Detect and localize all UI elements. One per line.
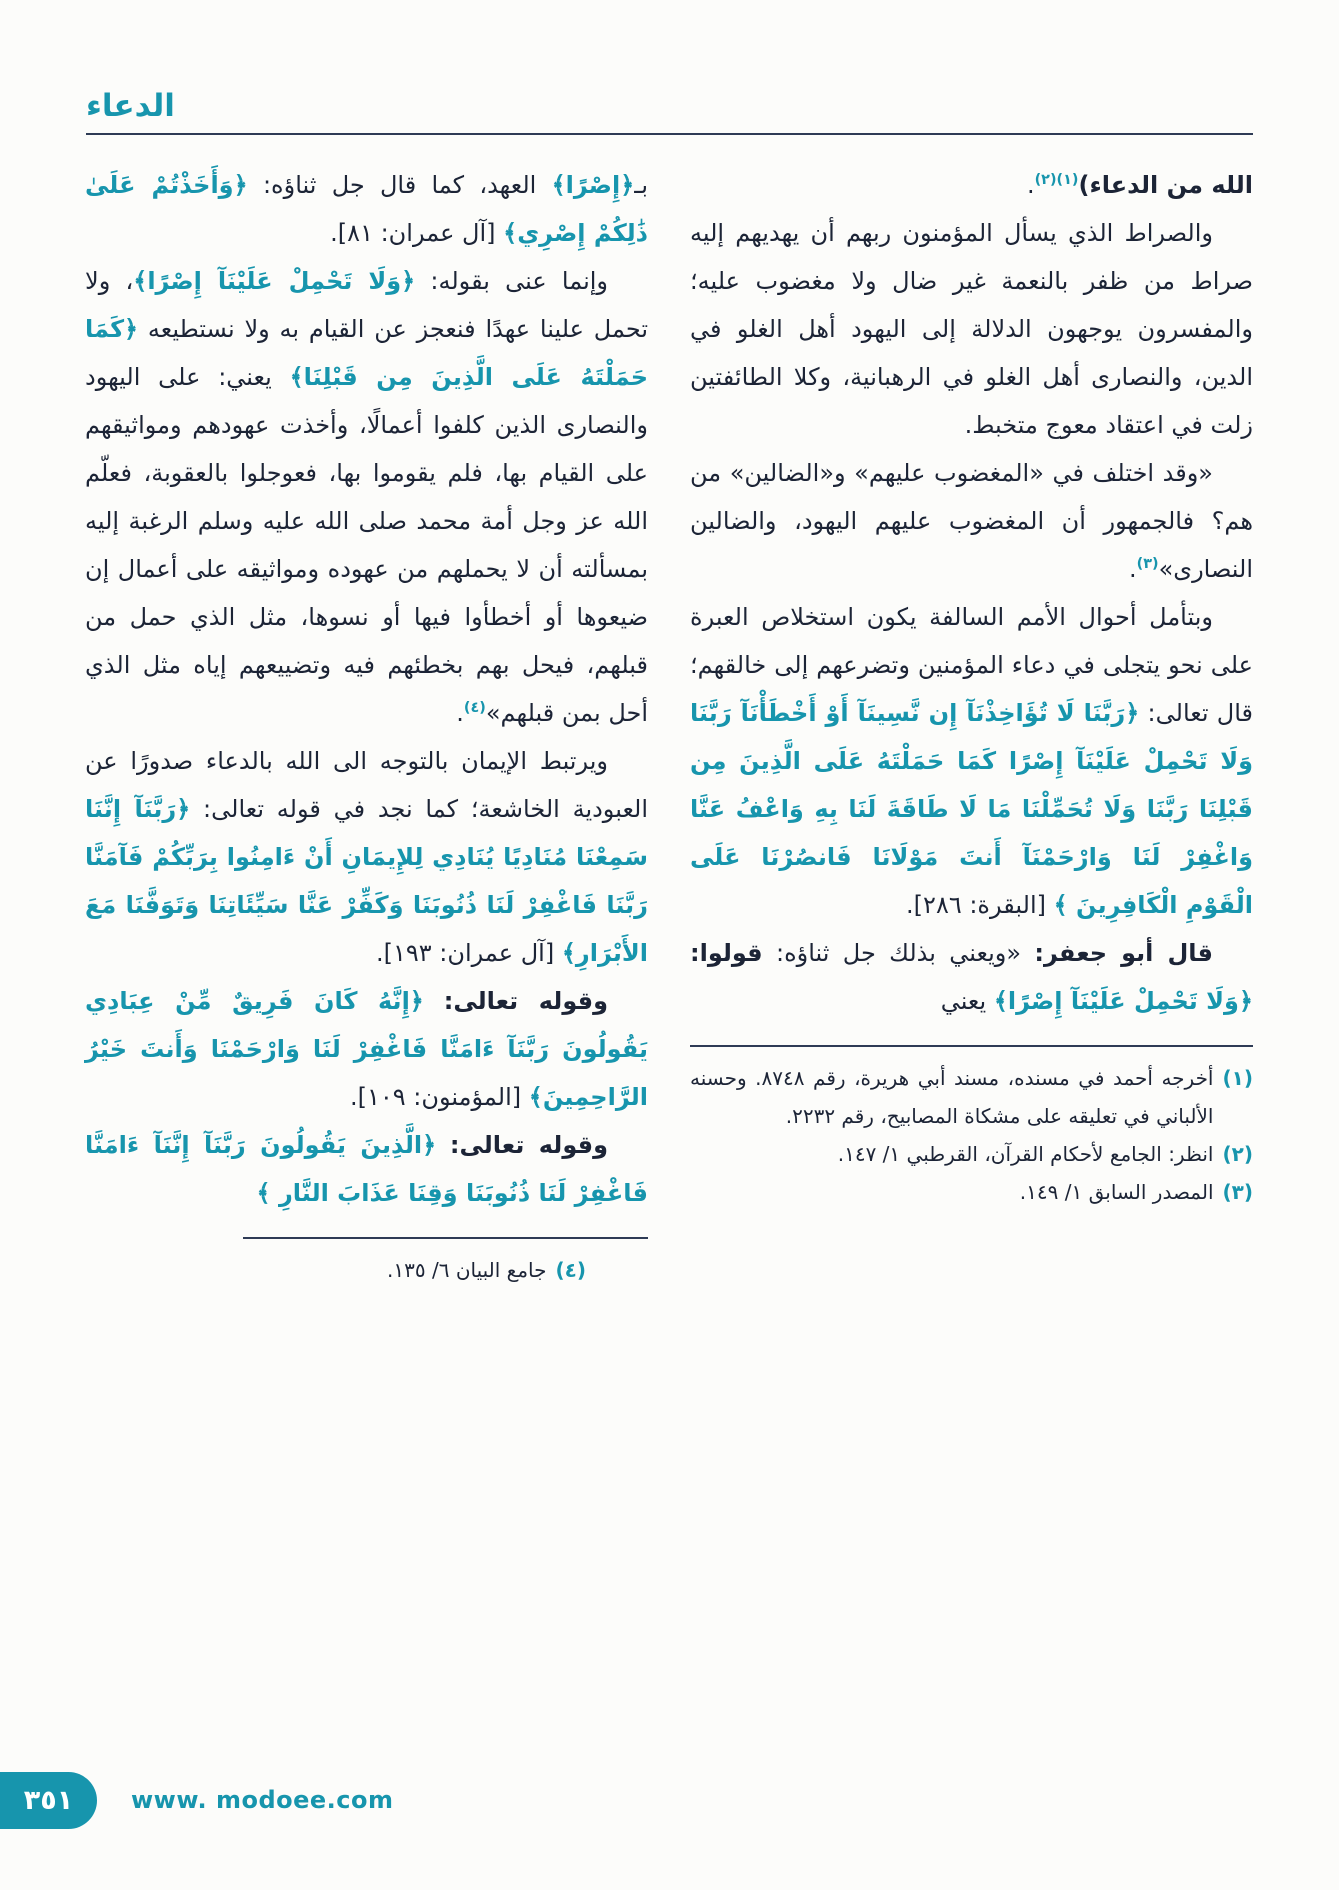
footnote-text: انظر: الجامع لأحكام القرآن، القرطبي ١/ ١٤٧. (837, 1142, 1214, 1167)
footnote (690, 1059, 1253, 1135)
column-right (690, 161, 1253, 1211)
paragraph (85, 977, 648, 1121)
paragraph (85, 1121, 648, 1217)
paragraph (690, 593, 1253, 929)
footnote-marker: (١)(٢) (1034, 172, 1079, 189)
paragraph (85, 161, 648, 257)
body-text: [البقرة: ٢٨٦]. (906, 891, 1054, 920)
paragraph (690, 161, 1253, 209)
page-header (0, 0, 1339, 135)
footnote-text: المصدر السابق ١/ ١٤٩. (1019, 1180, 1214, 1205)
footnote-marker: (٣) (1136, 556, 1159, 573)
quran-verse: ﴿كَمَا حَمَلْتَهُ عَلَى الَّذِينَ مِن قَبْلِنَا﴾ (85, 315, 648, 392)
paragraph (85, 257, 648, 737)
footnote-divider (243, 1237, 648, 1239)
footnote (85, 1251, 586, 1289)
body-text: وقوله تعالى: (443, 987, 608, 1016)
footnote-number: (٣) (1222, 1180, 1253, 1205)
footnote-number: (١) (1222, 1066, 1253, 1091)
body-text: [آل عمران: ٨١]. (330, 219, 504, 248)
body-text (436, 1131, 450, 1159)
footnote-number: (٢) (1222, 1142, 1253, 1167)
footnote-number: (٤) (555, 1258, 586, 1283)
body-text: وإنما عنى بقوله: (415, 267, 609, 296)
body-text: ، ولا تحمل علينا عهدًا فنعجز عن القيام به ولا نستطيعه (85, 267, 648, 344)
body-text: الله من الدعاء) (1078, 171, 1253, 200)
body-text: وقوله تعالى: (449, 1131, 608, 1160)
website-url: www. modoee.com (131, 1786, 394, 1814)
page-number: ٣٥١ (23, 1785, 74, 1816)
body-text: [آل عمران: ١٩٣]. (376, 939, 562, 968)
body-text: . (1026, 171, 1035, 200)
body-text: . (456, 699, 464, 728)
body-text: «ويعني بذلك جل ثناؤه: (762, 939, 1035, 968)
footnote-list (85, 1251, 648, 1289)
paragraph (690, 209, 1253, 449)
body-text: العهد، كما قال جل ثناؤه: (247, 171, 552, 200)
quran-verse: ﴿رَبَّنَآ إِنَّنَا سَمِعْنَا مُنَادِيًا يُنَادِي لِلإِيمَانِ أَنْ ءَامِنُوا بِرَبِّكُمْ فَآمَنَّا رَبَّنَا فَاغْفِرْ لَنَا ذُنُوبَنَا وَكَفِّرْ عَنَّا سَيِّئَاتِنَا وَتَوَفَّنَا مَعَ الأَبْرَارِ﴾ (85, 795, 648, 968)
footnote-marker: (٤) (463, 700, 486, 717)
quran-verse: ﴿الَّذِينَ يَقُولُونَ رَبَّنَآ إِنَّنَآ ءَامَنَّا فَاغْفِرْ لَنَا ذُنُوبَنَا وَقِنَا عَذَابَ النَّارِ ﴾ (85, 1131, 648, 1208)
footnote-text: أخرجه أحمد في مسنده، مسند أبي هريرة، رقم ٨٧٤٨. وحسنه الألباني في تعليقه على مشكاة المصابيح، رقم ٢٢٣٢. (690, 1066, 1214, 1129)
body-text: ويرتبط الإيمان بالتوجه الى الله بالدعاء صدورًا عن العبودية الخاشعة؛ كما نجد في قوله تعالى: (85, 747, 649, 824)
body-text: يعني (940, 987, 994, 1016)
footnote-list (690, 1059, 1253, 1211)
body-text: يعني: على اليهود والنصارى الذين كلفوا أعمالًا، وأخذت عهودهم ومواثيقهم على القيام بها، فلم يقوموا بها، فعوجلوا بالعقوبة، فعلّم الله عز وجل أمة محمد صلى الله عليه وسلم الرغبة إليه بمسألته أن لا يحملهم من عهوده ومواثيقه على أعمال إن ضيعوها أو أخطأوا فيها أو نسوها، مثل الذي حمل من قبلهم، فيحل بهم بخطئهم فيه وتضييعهم إياه مثل الذي أحل بمن قبلهم» (85, 363, 648, 728)
body-text: والصراط الذي يسأل المؤمنون ربهم أن يهديهم إليه صراط من ظفر بالنعمة غير ضال ولا مغضوب عليه؛ والمفسرون يوجهون الدلالة إلى اليهود أهل الغلو في الدين، والنصارى أهل الغلو في الرهبانية، وكلا الطائفتين زلت في اعتقاد معوج متخبط. (690, 219, 1253, 440)
column-left (85, 161, 648, 1289)
body-text: بـ (634, 171, 648, 200)
paragraph (85, 737, 648, 977)
body-text: «وقد اختلف في «المغضوب عليهم» و«الضالين» من هم؟ فالجمهور أن المغضوب عليهم اليهود، والضالين النصارى» (690, 459, 1253, 584)
paragraph (690, 929, 1253, 1025)
body-text (424, 987, 444, 1015)
quran-verse: ﴿رَبَّنَا لَا تُؤَاخِذْنَآ إِن نَّسِينَآ أَوْ أَخْطَأْنَآ رَبَّنَا وَلَا تَحْمِلْ عَلَيْنَآ إِصْرًا كَمَا حَمَلْتَهُ عَلَى الَّذِينَ مِن قَبْلِنَا رَبَّنَا وَلَا تُحَمِّلْنَا مَا لَا طَاقَةَ لَنَا بِهِ وَاعْفُ عَنَّا وَاغْفِرْ لَنَا وَارْحَمْنَآ أَنتَ مَوْلَانَا فَانصُرْنَا عَلَى الْقَوْمِ الْكَافِرِينَ ﴾ (690, 699, 1253, 920)
body-text: قولوا: (690, 939, 763, 968)
paragraph (690, 449, 1253, 593)
page-number-badge (0, 1772, 97, 1829)
body-text: . (1129, 555, 1137, 584)
footnote-text: جامع البيان ٦/ ١٣٥. (387, 1258, 547, 1283)
quran-verse: ﴿إِنَّهُ كَانَ فَرِيقٌ مِّنْ عِبَادِي يَقُولُونَ رَبَّنَآ ءَامَنَّا فَاغْفِرْ لَنَا وَارْحَمْنَا وَأَنتَ خَيْرُ الرَّاحِمِينَ﴾ (85, 987, 648, 1112)
body-text: قال أبو جعفر: (1034, 939, 1213, 968)
content-columns (0, 135, 1339, 1289)
body-text: وبتأمل أحوال الأمم السالفة يكون استخلاص العبرة على نحو يتجلى في دعاء المؤمنين وتضرعهم إلى خالقهم؛ قال تعالى: (690, 603, 1253, 728)
quran-verse: ﴿وَلَا تَحْمِلْ عَلَيْنَآ إِصْرًا﴾ (993, 987, 1253, 1016)
footnote-divider (690, 1045, 1253, 1047)
page-header-title: الدعاء (86, 88, 175, 124)
quran-verse: ﴿وَلَا تَحْمِلْ عَلَيْنَآ إِصْرًا﴾ (133, 267, 416, 296)
quran-verse: ﴿إِصْرًا﴾ (551, 171, 635, 200)
body-text: [المؤمنون: ١٠٩]. (349, 1083, 529, 1112)
footnote (690, 1135, 1253, 1173)
quran-verse: ﴿وَأَخَذْتُمْ عَلَىٰ ذَٰلِكُمْ إِصْرِي﴾ (85, 171, 648, 248)
footnote (690, 1173, 1253, 1211)
